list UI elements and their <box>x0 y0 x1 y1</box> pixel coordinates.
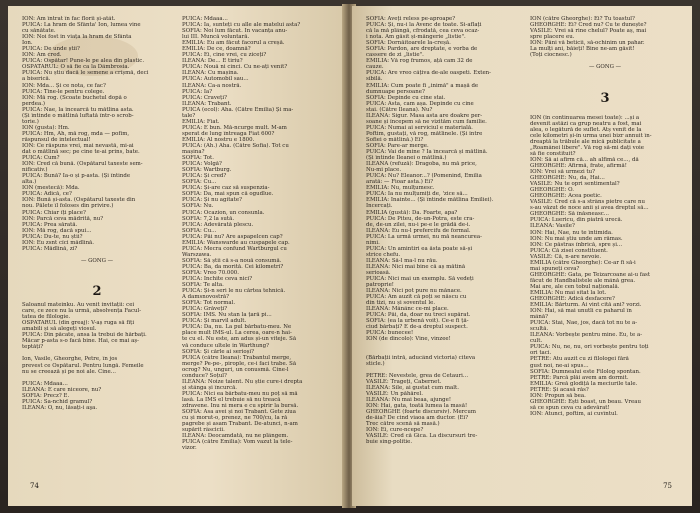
text-line: cassere de zi „listie". <box>366 52 424 59</box>
text-line: Poftim, gustați, vă rog, mătlinele. (Și între <box>366 130 483 137</box>
text-line: dat o mătlină sec; pe cine te-ai prins, bate. <box>22 149 140 156</box>
text-line: GHEORGHE: Gata, pe Teizarcoane ai-u fast <box>530 271 651 278</box>
text-line: care, ce zece nu la urmă, absolvența Facul- <box>22 308 142 315</box>
text-line: PUICA: E bun. Mă-ncurge mult. M-am <box>182 124 287 131</box>
text-line: VASILE: Cred că s-a strâns pietre care nu <box>530 199 645 206</box>
text-line: ION (către Gheorghe): Ei? Tu toastul? <box>530 16 635 22</box>
text-line: nu se creează și pe noi ale. Cine... <box>22 368 116 375</box>
text-line: (Bărbații intră, aducând victoria) citeva <box>366 354 476 361</box>
text-line: PUICA: Am auzit că poți se născu cu <box>366 294 467 301</box>
gong-divider: — GONG — <box>80 257 114 264</box>
text-line: ION: Mă rog. (Scoate buchetul dopă o <box>22 94 127 101</box>
text-line: PUICA: Bună? Ia-o și p-asta. (Și întinde <box>22 173 131 180</box>
text-line: cult. <box>530 338 543 345</box>
text-line: PUICA: Tine-le pentru colege. <box>22 88 105 95</box>
text-line: Nu-mi place. <box>366 167 402 174</box>
text-line: ocrog? Nu, unguri, un conusmă. Cine-l <box>182 366 289 373</box>
text-line: PUICA: (Ah.) Aha. (Către Sofia). Tot cu <box>182 142 289 149</box>
text-line: EMILIA: Al nostru e 1800. <box>182 136 255 143</box>
text-line: patroprie! <box>366 282 394 289</box>
text-line: mână? <box>530 314 549 321</box>
text-line: EMILIA: Wanswarde au cuspapele cap. <box>182 239 290 246</box>
text-line: spre placere eu. <box>530 34 575 41</box>
text-line: scultă. <box>530 326 549 333</box>
text-line: ori taci. <box>530 350 552 357</box>
text-line: PUICA: Închite ceva nici? <box>182 276 253 283</box>
text-line: SOFIA: Aveți reless pe-aproape? <box>366 16 456 22</box>
text-line: mai spuneți ceva? <box>530 265 580 272</box>
text-line: PUICA: Mădlină, zi? <box>22 245 78 252</box>
text-line: Măcar p-asta s-o facă bine. Hai, ce mai aș- <box>22 338 139 345</box>
text-line: vă conduce ultele în Warthung? <box>182 342 270 349</box>
text-line: VASILE: Cred că Gica. La discursuri tre- <box>366 433 478 440</box>
text-line: de, de-un zilei, nu-i pe-e le grădă de-i. <box>366 221 471 228</box>
text-line: SOFIA: Cu... <box>182 227 217 234</box>
text-line: PUICA: Ei, cine vrei, cu ziceți? <box>182 52 267 59</box>
text-line: A damsnovostră? <box>182 294 230 301</box>
text-line: ION: Hai, Nae, nu te întimida. <box>530 229 613 236</box>
text-line: din tizi, nu și soventul le. <box>366 300 436 307</box>
text-line: PUICA: Ocazion, un consunla. <box>182 209 265 216</box>
text-line: nificativ.) <box>22 167 48 174</box>
text-line: PUICA: Volgă? <box>182 161 222 168</box>
text-line: EMILIA: Înainte... (Și întinde mătlina Emiliei). <box>366 197 494 204</box>
text-line: ION: Ei, cure-ncepe? <box>366 427 424 434</box>
text-line: PUICA: Și cred? <box>182 173 227 180</box>
text-line: lasă. La IMS el trebuie să nu treacă <box>182 396 281 403</box>
text-line: SOFIA: Cu... <box>182 179 217 186</box>
text-line: torie.) <box>22 118 39 125</box>
text-line: GHEORGHE: Să înăsneasc... <box>530 211 609 218</box>
text-line: PUICA: Nici mai un exemplu. Să vedeți <box>366 276 474 283</box>
text-line: mașina? <box>182 149 205 156</box>
text-line: strice chefu. <box>366 251 401 258</box>
text-line: buie sing-politie. <box>366 439 413 446</box>
text-line: PUICA (către Ileana): Trabantul merge, <box>182 354 292 361</box>
text-line: ION: Vrei să urmezi tu? <box>530 169 596 176</box>
text-line: PUICA: Și marvil adult. <box>182 318 247 325</box>
text-line: GHEORGHE: Afirmă, frate, afirmă! <box>530 162 627 169</box>
text-line: te cu el. Nu este, am adus și-un viteje. Să <box>182 336 297 343</box>
text-line: GHEORGHE: Adică desfacere? <box>530 296 615 303</box>
text-line: stai. (Către Ileana). Nu? <box>366 106 433 113</box>
text-line: PUICA: Și-n seri le nu cărtea tehnică. <box>182 288 286 295</box>
gong-divider: — GONG — <box>588 64 622 71</box>
text-line: OSPĂTARUL: O să fie ca la Dâmbrosia. <box>22 64 130 71</box>
text-line: PUICA: Sa-nchid gramul? <box>22 398 93 405</box>
text-line: tatea de filologie. <box>22 314 71 321</box>
text-line: sperat de lung întreaga Fiat 600? <box>182 130 275 137</box>
text-line: PUICA: Că zisei constituent. <box>530 247 608 254</box>
text-line: ILEANA: Noize talent. Nu știe cure-i drepta <box>182 378 303 385</box>
text-line: GHEORGHE: Ești boast, un beau. Vreau <box>530 398 641 405</box>
text-line: PUICA: De unde știi? <box>22 46 80 53</box>
text-line: devenit astăzi ca grup neatru a fost, mai <box>530 120 642 127</box>
text-line: ILEANA: Nici mai bine că aș mătină <box>366 263 466 270</box>
text-line: ION: Am cred. <box>22 52 62 59</box>
text-line: PUICA: Și nu agitate? <box>182 197 242 204</box>
text-line: de-ăia? De cind viaoa am ductor. (Ei? <box>366 415 469 422</box>
text-line: alta.) <box>22 179 37 186</box>
text-line: PUICA: Ospătar! Pune-le pe alea din plastic. <box>22 58 145 65</box>
text-line: VASILE: Trageți, Cabernet. <box>366 378 442 385</box>
text-line: Ion. <box>22 40 33 47</box>
text-line: SOFIA: IMS. Nu stan la țară pi... <box>182 312 272 319</box>
text-line: soane și începem să ne vizităm cum familie. <box>366 118 487 125</box>
text-line: să ce spun ceva cu adevărat! <box>530 404 610 411</box>
text-line: ILEANA: E care niceore, nu? <box>22 386 102 393</box>
text-line: ILEANA: Cu mașina. <box>182 70 239 77</box>
text-line: ION: Am întrat în fac florii și-atât. <box>22 16 116 22</box>
text-line: PUICA: Du-te, nu știi? <box>22 233 83 240</box>
text-line: ILEANA: Deocamdată, nu ne plângem. <box>182 433 289 440</box>
text-line: ION: Eu zsnt cîci mădlină. <box>22 239 95 246</box>
text-line: ION (mestecă): Mda. <box>22 185 80 192</box>
text-line: EMILIA: Cum poate fi „inimă" a mașă de <box>366 82 479 89</box>
text-line: ION: Atunci, poftim, ai cuvîntul. <box>530 410 618 417</box>
text-line: nimi. <box>366 239 380 246</box>
text-line: EMILIA: Eu am făcut facorul a creșă. <box>182 40 285 47</box>
text-line: PETRE: Nevestele, grea de Cetauri... <box>366 372 469 379</box>
text-line: ION: Mă rog, dacă spui... <box>22 227 92 234</box>
text-line: SOFIA: Tot. <box>182 155 214 162</box>
text-line: (Și întinde Ileanei o mătlină.) <box>366 155 447 162</box>
text-line: ION: Propun să bea. <box>530 392 586 399</box>
text-line: ION: Hai, gata, toată lumea la masă! <box>366 403 468 409</box>
text-line: merge? Pe-pe-, pirople, ce-i faci trabe. Să <box>182 360 297 367</box>
left-column-1 <box>22 16 172 466</box>
text-line: ION (gusta): Hm. <box>22 124 70 131</box>
text-line: sibilă. <box>366 76 383 83</box>
text-line: PUICA: Hm, Ah, mă rog, mda — pofim, <box>22 130 130 137</box>
text-line: VASILE: Că, n-are nevoie. <box>530 253 602 260</box>
text-line: ILEANA: Trabant. <box>182 100 232 107</box>
text-line: ILEANA: Eu nu-l prefercifu de formal. <box>366 227 471 234</box>
text-line: teptăți? <box>22 344 44 351</box>
page-number-left: 74 <box>30 482 39 490</box>
text-line: PUICA: Vai de mine ? Ia încearcă și mătlină. <box>366 149 488 156</box>
text-line: PETRE: Și acasă răs? <box>530 386 589 393</box>
text-line: tale? <box>182 112 196 119</box>
text-line: EMILIA: Bărturm. Ai vint cită ani? vorzi. <box>530 302 642 309</box>
text-line: PUICA (ecol): Aha. (Către Emilia) Și ma- <box>182 106 294 113</box>
text-line: SOFIA: Noi lum făcut. In vacanța anu- <box>182 28 288 35</box>
text-line: SOFIA: Te alta. <box>182 282 224 289</box>
text-line: SOFIA: Și cărle ai serioși? <box>182 348 255 355</box>
text-line: SOFIA: 7,2 la sută. <box>182 215 235 222</box>
text-line: PUICA: Chiar îți place? <box>22 209 86 216</box>
text-line: s-au văzut de noce anii și avea dreptul să... <box>530 205 649 212</box>
text-line: perdea.) <box>22 100 46 107</box>
text-line: SOFIA: Wartburg. <box>182 167 232 174</box>
text-line: ILEANA: Sigur. Masa asta are doakre per- <box>366 112 483 119</box>
text-line: pagrebe și asam Trabant. De-atunci, n-am <box>182 421 298 428</box>
text-line: Trec către scenă să masă.) <box>366 421 440 428</box>
text-line: i nota. Am găsit și-măngerie „listie". <box>366 34 466 41</box>
text-line: VASILE: Un păhărel. <box>366 390 423 397</box>
text-line: SOFIA: Pare-ar merge. <box>366 142 429 149</box>
text-line: La mulți ani, băieți! Bine ne-am găsit! <box>530 46 635 53</box>
text-line: PUICA: De Piteu, de-un-Potra, este cra- <box>366 215 475 222</box>
text-line: PUICA: Nae, la încearcă tu mătlina asta. <box>22 106 134 113</box>
text-line: făcut de Handbalistele ale mână grea. <box>530 277 636 284</box>
text-line: Ion, Vasile, Gheorghe, Petre, în jos <box>22 356 118 363</box>
section-number: 3 <box>600 90 610 106</box>
text-line: amabili și să alegeți viosul. <box>22 326 97 333</box>
text-line: ILEANA (refuză): Dragoba, nu mă price, <box>366 161 477 168</box>
text-line: PUICA: Nu? Eleanor...? (Pomenind, Emilia <box>366 173 482 180</box>
text-line: nou. Pălete îl foloses din privire.) <box>22 203 114 210</box>
text-line: PETRE: Atu auzit cu zi filologei fără <box>530 356 629 363</box>
text-line: SOFIA: Depinde cu cine stai. <box>366 94 446 101</box>
text-line: PUICA: Un amintiri ea ăsta poate să-și <box>366 245 473 252</box>
text-line: PUICA: Nici ea bărbatu-meu nu poț să mă <box>182 390 298 397</box>
text-line: ciud bărbați? E de-a dreptul suspect. <box>366 324 468 331</box>
text-line: conduce? Soțul? <box>182 372 227 379</box>
text-line: ION (de dincolo): Vine, vinzee! <box>366 336 451 343</box>
text-line: ION: Cred că bună. (Ospătarul taxeste sem- <box>22 161 143 168</box>
text-line: (Toți ciocnesc.) <box>530 52 572 59</box>
text-line: PUICA: Stai, Nae, jos, dacă tot nu te a- <box>530 320 638 327</box>
text-line: PUICA (către Emilia): Vom vazut la tele- <box>182 439 293 446</box>
text-line: EMILIA: Nu, mulțumesc. <box>366 185 435 192</box>
right-page <box>352 6 692 506</box>
text-line: SOFIA: Nu. <box>182 203 214 210</box>
text-line: PUICA: Grăveți? <box>182 306 228 313</box>
text-line: ION: Noi fost în viața la hram de Sfânta <box>22 34 132 41</box>
text-line: ILEANA: Mânânc ce-mi place. <box>366 306 449 313</box>
text-line: ILEANA: Vorbește pentru mine. Eu, te a- <box>530 332 643 339</box>
text-line: ION: Mda... Și ce nota, ce fac? <box>22 82 106 89</box>
text-line: ILEANA: Să-l ma-l nu rău. <box>366 257 438 264</box>
text-line: PUICA: Ba, da morită. Cei kilometri? <box>182 263 284 270</box>
text-line: SOFIA: Da, mai spun că ogudlue. <box>182 191 274 198</box>
section-number: 2 <box>92 284 102 300</box>
text-line: ION: Să ai afirm că... ah alfimă ce..., dă <box>530 156 639 163</box>
text-line: ILEANA: Ca-a nostră. <box>182 82 242 89</box>
text-line: alea, o legătură de suflet. Atș venit de la <box>530 126 642 133</box>
text-line: OSPĂTARUL (din greaj): V-aș ruga să fiți <box>22 320 135 327</box>
text-line: PUICA: Luericu, din piatră urecă. <box>530 217 623 224</box>
text-line: PUICA: Craveți? <box>182 94 227 101</box>
text-line: sticle.) <box>366 360 385 367</box>
text-line: GHEORGHE (foarte discursiv). Mercum <box>366 409 476 416</box>
text-line: place mult IMS-ul. La cerea, oare-n hai- <box>182 330 292 337</box>
text-line: vizor. <box>182 445 197 452</box>
text-line: dumnuape persoane? <box>366 88 425 95</box>
text-line: Încercați. <box>366 203 393 210</box>
text-line: EMILIA: Fiat. <box>182 118 220 125</box>
text-line: SOFIA: Pardon, are dreptate, e vorba de <box>366 46 478 53</box>
text-line: PUICA: Mdaaa... <box>182 16 228 22</box>
text-line: ION: Ce răspuns vrei, mai nevastă, mi-ai <box>22 142 134 149</box>
text-line: „Roamânei libere". Vă rog să-mi dați voie <box>530 144 644 151</box>
text-line: ION: Păni vă beticii, să-ochinim un pahar. <box>530 40 645 47</box>
text-line: SOFIA: Dornăitoarele la-creșă. <box>366 40 451 47</box>
text-line: ILEANA: Vasile? <box>530 223 575 230</box>
text-line: EMILIA: De ce, doamnă? <box>182 46 251 53</box>
text-line: ILEANA: O, nu, lăsați-i aşa. <box>22 404 98 411</box>
text-line: PUICA: Și-are caz să suspenzia- <box>182 185 270 192</box>
text-line: dreaptă la trăbule ale mică publicitate a <box>530 138 641 145</box>
text-line: VASILE: Vrei să rine chelul? Poate aș, mai <box>530 28 647 35</box>
text-line: arată: — Fioar asta.) Ei? <box>366 179 434 186</box>
text-line: PUICA: Da, nu. La pul bărbatu-meu. Ne <box>182 324 292 331</box>
text-line: PUICA: Adică, ce? <box>22 191 72 198</box>
text-line: PUICA: La urmă urmei, nu mă neancurea- <box>366 233 482 240</box>
text-line: PUICA: Asta, cam așa. Depinde cu cine <box>366 100 474 107</box>
text-line: cu și morut-o, prenez, ne 700/cu, la ră <box>182 415 288 422</box>
text-line: Sofiei o mătlină.) Ei? <box>366 136 424 143</box>
text-line: GHEORGHE: O. <box>530 187 574 194</box>
text-line: PUICA: Nu știu dacă le semene a crișmă, deci <box>22 70 149 77</box>
text-line: PUICA: Automobil sau... <box>182 76 249 83</box>
text-line: GHEORGHE: Ei? Cred nu? Cu te dunește? <box>530 22 647 29</box>
text-line: PUICA: Ia nu mulțumiți de, 'zice să... <box>366 191 468 198</box>
text-line: PUICA: Numai ai serviciul e materială. <box>366 124 473 131</box>
text-line: ILEANA: Nu mai beaa, ajunge! <box>366 396 452 403</box>
text-line: PETRE: Parcă plăi avem am dormit. <box>530 374 629 381</box>
text-line: să fie constituit? <box>530 150 576 157</box>
left-column-2 <box>182 16 332 466</box>
text-line: ILEANA: Nici pot pure nu mănace. <box>366 288 462 295</box>
text-line: PUICA: bunecee! <box>366 330 414 337</box>
text-line: serioasă. <box>366 269 391 276</box>
text-line: PUICA: Păi, da, doar nu treci supărat. <box>366 312 471 319</box>
text-line: EMILIA: Vă rog frumos, ață cam 32 de <box>366 58 473 65</box>
text-line: prevest ce Ospătarul. Pentru lungă. Femeile <box>22 362 144 369</box>
text-line: PUICA: La hram de Sfânta' Ion, lumea vine <box>22 22 141 29</box>
text-line: a biserică. <box>22 76 51 83</box>
text-line: PUICA: Are vreo câțiva de-ale oaspeti. Exten- <box>366 70 492 77</box>
page-number-right: 75 <box>663 482 672 490</box>
text-line: Warszawa. <box>182 251 212 258</box>
text-line: PUICA: Prea sărată. <box>22 221 78 228</box>
text-line: SOFIA: Tot normal. <box>182 300 236 307</box>
text-line: PUICA: Adevărată plescu. <box>182 221 254 228</box>
text-line: ION: Parcă ceva mădrită, nu? <box>22 215 104 222</box>
text-line: PUICA: Cum? <box>22 155 60 162</box>
text-line: ION: Bună și-asta. (Ospătarul taxeste din <box>22 197 136 204</box>
text-line: ILEANA: De... E tiriu? <box>182 58 243 65</box>
text-line: lui III. Muncă voluntară. <box>182 34 250 41</box>
text-line: Saloanul mateinku. Au venit invitații: cei <box>22 302 135 309</box>
text-line: PUICA: Nu, ne, nu, ori vorbește pentru toți <box>530 344 649 351</box>
text-line: Mai are, ale cen tobul națională. <box>530 283 620 290</box>
text-line: gust noi, ne-ai spus... <box>530 362 589 369</box>
text-line: și stânga și încurcă. <box>182 384 238 391</box>
text-line: PUICA: Mdaaa... <box>22 380 68 387</box>
text-line: GHEORGHE: Nu, da, Hai... <box>530 175 605 182</box>
text-line: PUICA: Nouă ni cinci. Cu ne-ați venit? <box>182 64 288 71</box>
text-line: zdravene. Inu ni mera e cu spirir la bursă. <box>182 403 299 409</box>
text-line: SOFIA: (ea la urbenă voit). Ce-e fi ță- <box>366 318 469 325</box>
text-line: SOFIA: Precz? E. <box>22 392 70 399</box>
left-page <box>8 6 346 506</box>
text-line: EMILIA (către Gheorghe): Ce-ar fi să-i <box>530 259 636 266</box>
text-line: PUICA: Ia, sunteți cu alle ale matelui asta? <box>182 22 301 29</box>
text-line: VASILE: Nu te opri sentimental? <box>530 181 620 188</box>
text-line: EMILIA (gustă): Da. Foarte, apa? <box>366 209 458 216</box>
text-line: (Și întinde o mătlină luftată într-o scrob- <box>22 112 134 119</box>
text-line: ILEANA: Sile, ai gustat cum malt. <box>366 384 459 391</box>
text-line: PUICA: Și, nu-i la Avenc de toate. Si-aflați <box>366 22 482 29</box>
text-line: EMILIA: Nu mai sitat la lot. <box>530 289 607 296</box>
text-line: cu sănătate. <box>22 28 56 35</box>
text-line: supărit râscicii. <box>182 427 225 434</box>
text-line: SOFIA: Dumnealui este Filolog spontan. <box>530 368 641 375</box>
text-line: EMILIA: Greă glodiță la meciurile tale. <box>530 380 638 387</box>
text-line: PUICA: Mecra confund Wartburgul cu <box>182 245 287 252</box>
text-line: PUICA: Din păcate, ansa la trebui de hărbați. <box>22 332 147 339</box>
text-line: ION (în continuarea mesei toate): ...și a <box>530 114 640 121</box>
text-line: ION: Ce păstras înbrică, spre și... <box>530 241 623 248</box>
text-line: ION: Nu mai știu unde am rămas. <box>530 235 623 242</box>
text-line: SOFIA: Vreo 70.000. <box>182 269 239 276</box>
text-line: SOFIA: Să știi că s-a nouă consumă. <box>182 257 282 264</box>
text-line: că la mă plângă, cfrodată, cea ceva ocaz- <box>366 28 480 35</box>
right-column-1 <box>366 16 516 466</box>
text-line: ION: Hai, să mai unutli cu paharul în <box>530 308 632 315</box>
text-line: GHEORGHE: Acea poetic. <box>530 193 602 200</box>
text-line: SOFIA: Asa avei și noi Trabant. Gete ziua <box>182 409 296 416</box>
text-line: cele kilometri și-în urma unei bizr annuit în- <box>530 132 652 139</box>
text-line: răspunsul de intelectual! <box>22 136 91 143</box>
text-line: cauze. <box>366 64 384 71</box>
text-line: PUICA: Ia? <box>182 88 213 95</box>
right-column-2 <box>530 16 680 466</box>
text-line: PUICA: Păi nu? Are aspapelcen cap? <box>182 233 283 240</box>
